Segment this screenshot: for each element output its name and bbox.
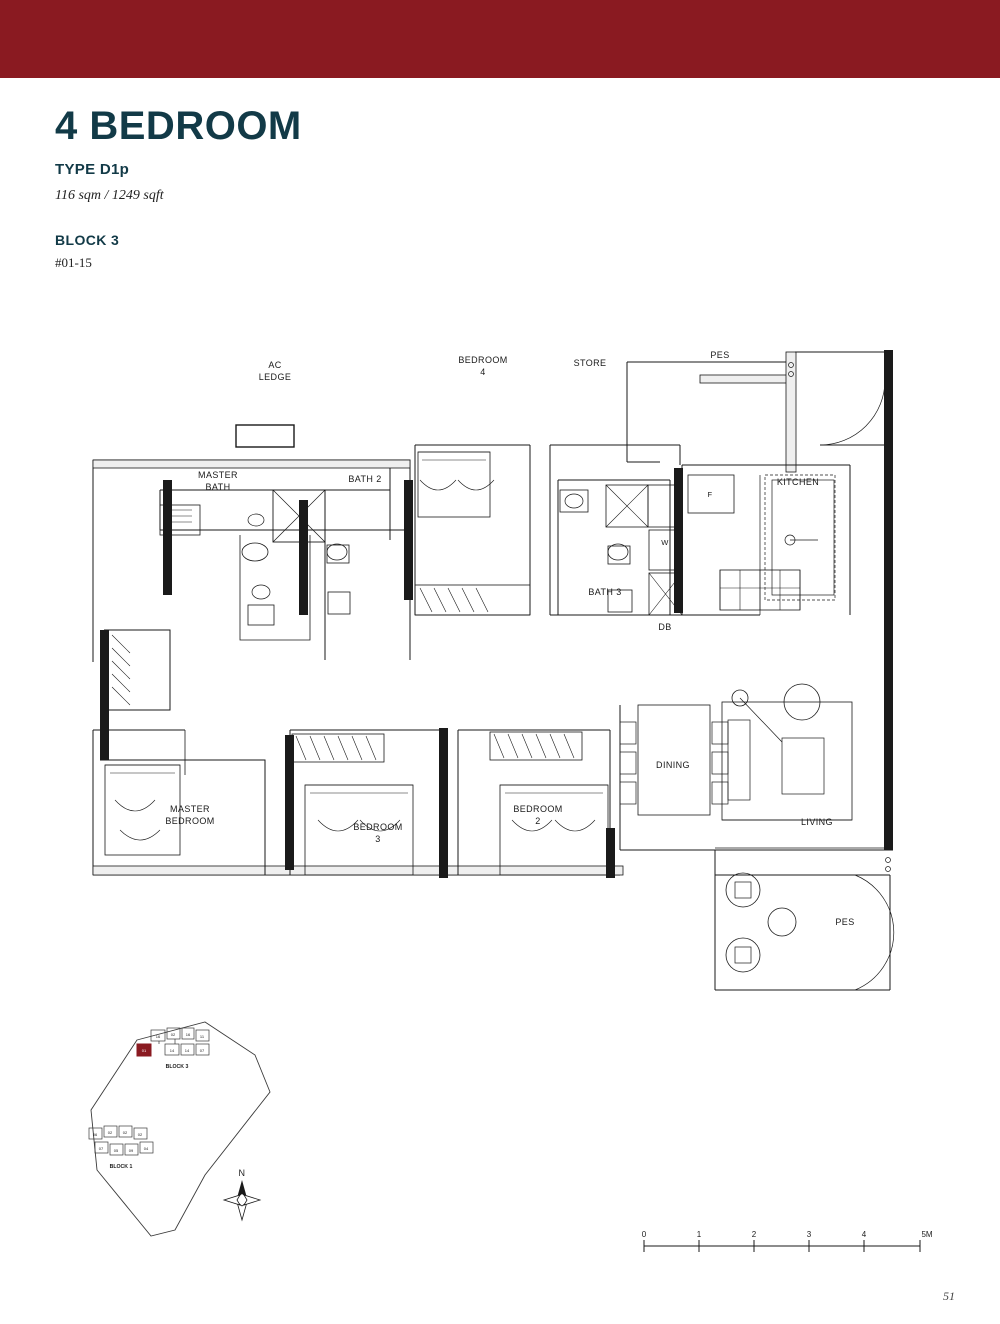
svg-text:07: 07 bbox=[98, 1146, 104, 1151]
keyplan-block3-label: BLOCK 3 bbox=[165, 1064, 189, 1070]
svg-text:01: 01 bbox=[141, 1048, 147, 1053]
scale-tick-0: 0 bbox=[641, 1230, 647, 1239]
page-title: 4 BEDROOM bbox=[55, 104, 302, 148]
svg-text:14: 14 bbox=[169, 1048, 175, 1053]
room-label-store: STORE bbox=[573, 358, 607, 368]
svg-text:02: 02 bbox=[107, 1130, 113, 1135]
svg-text:16: 16 bbox=[185, 1032, 191, 1037]
unit-area-label: 116 sqm / 1249 sqft bbox=[55, 188, 164, 203]
scale-end-label: 5M bbox=[921, 1230, 933, 1239]
room-label-db: DB bbox=[658, 622, 672, 632]
room-label-bedroom-3-1: BEDROOM bbox=[353, 822, 403, 832]
room-label-master-bedroom-2: BEDROOM bbox=[165, 816, 215, 826]
svg-text:02: 02 bbox=[122, 1130, 128, 1135]
svg-text:04: 04 bbox=[143, 1146, 149, 1151]
svg-text:02: 02 bbox=[170, 1032, 176, 1037]
compass-north-label: N bbox=[238, 1168, 246, 1178]
page-header bbox=[55, 105, 555, 271]
room-label-fridge: F bbox=[707, 490, 713, 499]
room-label-kitchen: KITCHEN bbox=[776, 477, 820, 487]
block-label: BLOCK 3 bbox=[55, 232, 120, 248]
room-label-master-bath-1: MASTER bbox=[198, 470, 238, 480]
scale-tick-1: 1 bbox=[696, 1230, 702, 1239]
scale-tick-2: 2 bbox=[751, 1230, 757, 1239]
key-plan bbox=[55, 1000, 315, 1260]
room-label-bedroom-4-1: BEDROOM bbox=[458, 355, 508, 365]
room-label-bedroom-2-1: BEDROOM bbox=[513, 804, 563, 814]
svg-text:09: 09 bbox=[128, 1148, 134, 1153]
room-label-ac-ledge-1: AC bbox=[268, 360, 282, 370]
room-label-bedroom-4-2: 4 bbox=[480, 367, 486, 377]
compass bbox=[222, 1168, 262, 1228]
room-label-bedroom-3-2: 3 bbox=[375, 834, 381, 844]
room-label-bath-3: BATH 3 bbox=[588, 587, 622, 597]
room-label-ac-ledge-2: LEDGE bbox=[258, 372, 292, 382]
top-color-band bbox=[0, 0, 1000, 78]
room-label-dining: DINING bbox=[656, 760, 690, 770]
keyplan-block1-label: BLOCK 1 bbox=[109, 1164, 133, 1170]
scale-tick-4: 4 bbox=[861, 1230, 867, 1239]
room-label-master-bath-2: BATH bbox=[205, 482, 231, 492]
svg-text:11: 11 bbox=[199, 1034, 205, 1039]
compass-rose-icon bbox=[222, 1178, 262, 1222]
unit-number-label: #01-15 bbox=[55, 255, 92, 270]
room-label-pes-bottom: PES bbox=[835, 917, 855, 927]
svg-text:02: 02 bbox=[137, 1132, 143, 1137]
scale-bar bbox=[640, 1228, 940, 1268]
room-label-living: LIVING bbox=[801, 817, 833, 827]
unit-type-label: TYPE D1p bbox=[55, 161, 130, 178]
svg-text:05: 05 bbox=[113, 1148, 119, 1153]
svg-text:06: 06 bbox=[92, 1132, 98, 1137]
floor-plan-drawing bbox=[60, 330, 950, 1020]
svg-text:07: 07 bbox=[199, 1048, 205, 1053]
room-label-bedroom-2-2: 2 bbox=[535, 816, 541, 826]
room-label-pes-top: PES bbox=[710, 350, 730, 360]
svg-text:14: 14 bbox=[184, 1048, 190, 1053]
room-label-master-bedroom-1: MASTER bbox=[170, 804, 210, 814]
room-label-washer: W bbox=[661, 538, 669, 547]
page-number: 51 bbox=[943, 1289, 955, 1303]
scale-tick-3: 3 bbox=[806, 1230, 812, 1239]
room-label-bath-2: BATH 2 bbox=[348, 474, 382, 484]
svg-text:16: 16 bbox=[155, 1034, 161, 1039]
